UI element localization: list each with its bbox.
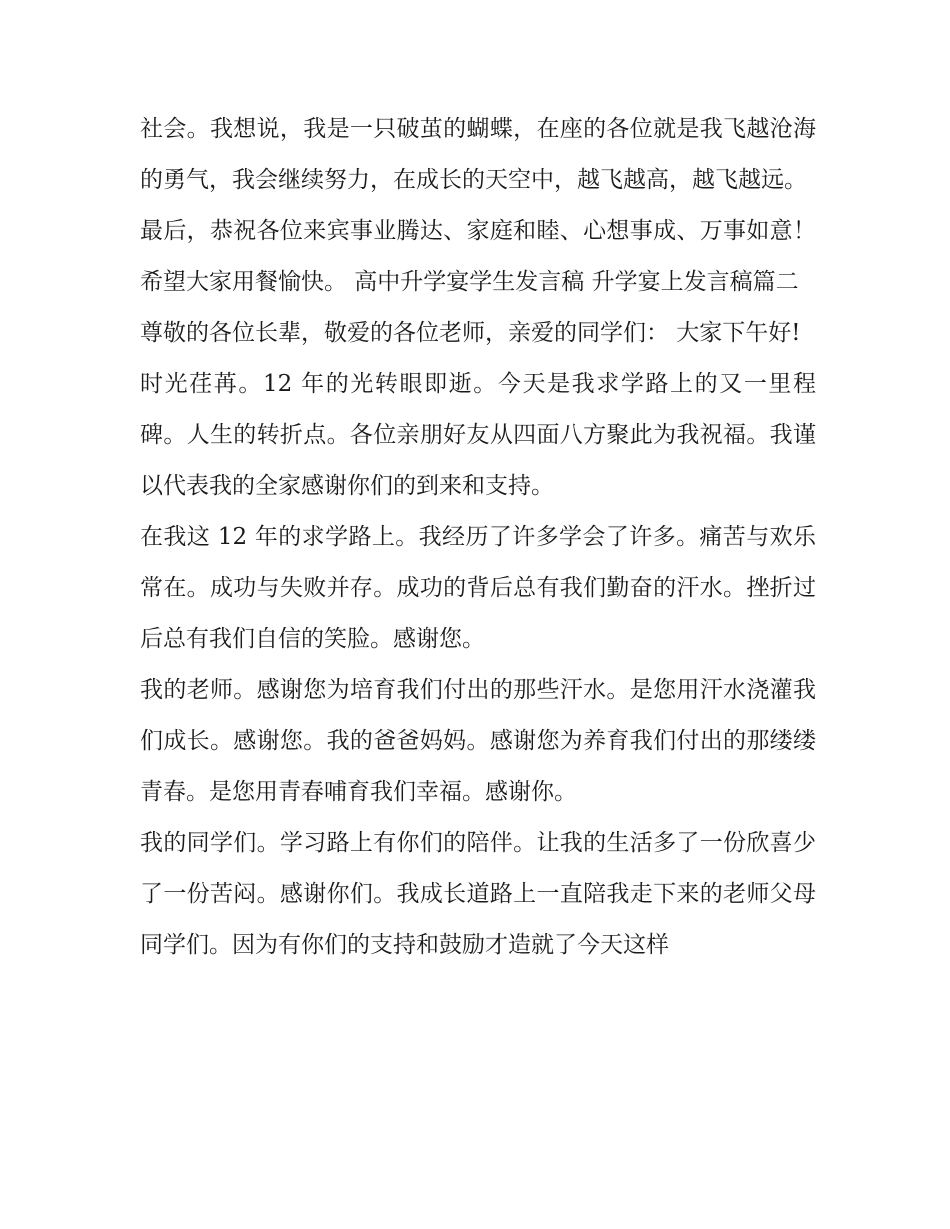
paragraph-closing-metaphor: 社会。我想说，我是一只破茧的蝴蝶，在座的各位就是我飞越沧海的勇气，我会继续努力，在成长的天空中，越飞越高，越飞越远。 xyxy=(140,116,816,193)
paragraph-final-wishes: 最后，恭祝各位来宾事业腾达、家庭和睦、心想事成、万事如意！希望大家用餐愉快。 高中升学宴学生发言稿 升学宴上发言稿篇二 xyxy=(140,218,816,295)
paragraph-thanks-teachers-parents: 我的老师。感谢您为培育我们付出的那些汗水。是您用汗水浇灌我们成长。感谢您。我的爸爸妈妈。感谢您为养育我们付出的那缕缕青春。是您用青春哺育我们幸福。感谢你。 xyxy=(140,677,816,805)
paragraph-milestone: 时光荏苒。12 年的光转眼即逝。今天是我求学路上的又一里程碑。人生的转折点。各位亲朋好友从四面八方聚此为我祝福。我谨以代表我的全家感谢你们的到来和支持。 xyxy=(140,371,816,499)
paragraph-thanks-classmates: 我的同学们。学习路上有你们的陪伴。让我的生活多了一份欣喜少了一份苦闷。感谢你们。我成长道路上一直陪我走下来的老师父母同学们。因为有你们的支持和鼓励才造就了今天这样 xyxy=(140,830,816,958)
document-body xyxy=(140,104,816,971)
paragraph-greeting: 尊敬的各位长辈，敬爱的各位老师，亲爱的同学们： 大家下午好! xyxy=(140,320,801,346)
paragraph-study-journey: 在我这 12 年的求学路上。我经历了许多学会了许多。痛苦与欢乐常在。成功与失败并存。成功的背后总有我们勤奋的汗水。挫折过后总有我们自信的笑脸。感谢您。 xyxy=(140,524,816,652)
